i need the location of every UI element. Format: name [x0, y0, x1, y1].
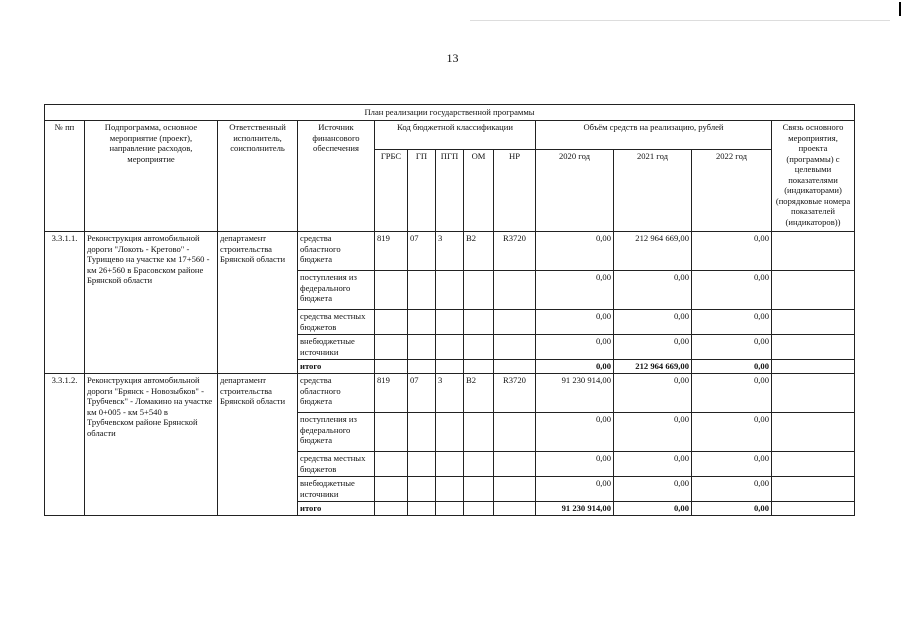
code-om-empty — [464, 360, 494, 374]
header-2021: 2021 год — [614, 150, 692, 232]
header-amount: Объём средств на реализацию, рублей — [536, 121, 772, 150]
header-subprogram: Подпрограмма, основное мероприятие (проект), направление расходов, мероприятие — [85, 121, 218, 232]
code-pgp-empty — [436, 477, 464, 502]
amount-2021: 0,00 — [614, 502, 692, 516]
header-executor: Ответственный исполнитель, соисполнитель — [218, 121, 298, 232]
indicator-link — [772, 310, 855, 335]
code-gp-empty — [408, 502, 436, 516]
amount-2021: 212 964 669,00 — [614, 360, 692, 374]
funding-source: итого — [298, 502, 375, 516]
code-gp-empty — [408, 271, 436, 310]
table-row — [45, 232, 855, 271]
code-pgp-empty — [436, 271, 464, 310]
table-title: План реализации государственной программы — [45, 105, 855, 121]
code-grbs: 819 — [375, 232, 408, 271]
code-pgp-empty — [436, 335, 464, 360]
funding-source: средства областного бюджета — [298, 374, 375, 413]
funding-source: итого — [298, 360, 375, 374]
code-gp-empty — [408, 452, 436, 477]
item-name: Реконструкция автомобильной дороги "Брянск - Новозыбков" - Трубчевск" - Ломакино на участке км 0+005 - км 5+540 в Трубчевском районе Брянской области — [85, 374, 218, 516]
code-gp: 07 — [408, 374, 436, 413]
header-gp: ГП — [408, 150, 436, 232]
amount-2021: 0,00 — [614, 310, 692, 335]
header-budget-code: Код бюджетной классификации — [375, 121, 536, 150]
amount-2021: 0,00 — [614, 477, 692, 502]
header-2022: 2022 год — [692, 150, 772, 232]
indicator-link — [772, 452, 855, 477]
code-om-empty — [464, 310, 494, 335]
header-source: Источник финансового обеспечения — [298, 121, 375, 232]
code-np: R3720 — [494, 232, 536, 271]
code-grbs-empty — [375, 310, 408, 335]
code-np-empty — [494, 477, 536, 502]
amount-2020: 0,00 — [536, 360, 614, 374]
amount-2022: 0,00 — [692, 271, 772, 310]
program-plan-table-wrapper — [44, 104, 854, 516]
code-pgp-empty — [436, 360, 464, 374]
indicator-link — [772, 502, 855, 516]
code-np-empty — [494, 335, 536, 360]
amount-2020: 0,00 — [536, 452, 614, 477]
header-link: Связь основного мероприятия, проекта (программы) с целевыми показателями (индикаторами) (порядковые номера показателей (индикаторов)) — [772, 121, 855, 232]
indicator-link — [772, 374, 855, 413]
header-num: № пп — [45, 121, 85, 232]
amount-2020: 0,00 — [536, 310, 614, 335]
funding-source: поступления из федерального бюджета — [298, 413, 375, 452]
code-np-empty — [494, 502, 536, 516]
amount-2020: 0,00 — [536, 335, 614, 360]
item-executor: департамент строительства Брянской области — [218, 374, 298, 516]
item-name: Реконструкция автомобильной дороги "Локоть - Кретово" - Турищево на участке км 17+560 - км 26+560 в Брасовском районе Брянской области — [85, 232, 218, 374]
code-pgp-empty — [436, 310, 464, 335]
indicator-link — [772, 477, 855, 502]
code-pgp: 3 — [436, 232, 464, 271]
code-gp-empty — [408, 413, 436, 452]
program-plan-table — [44, 104, 855, 516]
code-om-empty — [464, 452, 494, 477]
code-grbs-empty — [375, 477, 408, 502]
code-pgp-empty — [436, 452, 464, 477]
code-np-empty — [494, 271, 536, 310]
amount-2021: 212 964 669,00 — [614, 232, 692, 271]
code-om-empty — [464, 477, 494, 502]
code-pgp-empty — [436, 413, 464, 452]
amount-2022: 0,00 — [692, 310, 772, 335]
code-np-empty — [494, 310, 536, 335]
code-om: В2 — [464, 374, 494, 413]
code-grbs-empty — [375, 360, 408, 374]
indicator-link — [772, 232, 855, 271]
scan-edge-mark — [899, 2, 901, 16]
code-np-empty — [494, 360, 536, 374]
funding-source: средства областного бюджета — [298, 232, 375, 271]
code-pgp-empty — [436, 502, 464, 516]
amount-2022: 0,00 — [692, 413, 772, 452]
code-grbs-empty — [375, 502, 408, 516]
amount-2020: 91 230 914,00 — [536, 502, 614, 516]
code-gp-empty — [408, 360, 436, 374]
scan-noise-line — [470, 20, 890, 21]
indicator-link — [772, 360, 855, 374]
code-grbs-empty — [375, 452, 408, 477]
code-grbs: 819 — [375, 374, 408, 413]
amount-2021: 0,00 — [614, 452, 692, 477]
amount-2021: 0,00 — [614, 335, 692, 360]
table-row — [45, 374, 855, 413]
indicator-link — [772, 413, 855, 452]
amount-2022: 0,00 — [692, 477, 772, 502]
code-gp-empty — [408, 310, 436, 335]
funding-source: внебюджетные источники — [298, 477, 375, 502]
amount-2021: 0,00 — [614, 413, 692, 452]
indicator-link — [772, 335, 855, 360]
amount-2022: 0,00 — [692, 335, 772, 360]
code-om-empty — [464, 502, 494, 516]
header-grbs: ГРБС — [375, 150, 408, 232]
code-grbs-empty — [375, 413, 408, 452]
code-grbs-empty — [375, 271, 408, 310]
header-row-1 — [45, 121, 855, 150]
code-om-empty — [464, 413, 494, 452]
amount-2020: 0,00 — [536, 413, 614, 452]
funding-source: внебюджетные источники — [298, 335, 375, 360]
header-om: ОМ — [464, 150, 494, 232]
amount-2020: 0,00 — [536, 477, 614, 502]
code-om: В2 — [464, 232, 494, 271]
indicator-link — [772, 271, 855, 310]
amount-2020: 91 230 914,00 — [536, 374, 614, 413]
page-number: 13 — [446, 51, 459, 65]
amount-2021: 0,00 — [614, 271, 692, 310]
amount-2020: 0,00 — [536, 271, 614, 310]
code-gp-empty — [408, 477, 436, 502]
code-om-empty — [464, 271, 494, 310]
amount-2022: 0,00 — [692, 360, 772, 374]
amount-2022: 0,00 — [692, 232, 772, 271]
header-np: НР — [494, 150, 536, 232]
code-gp-empty — [408, 335, 436, 360]
code-pgp: 3 — [436, 374, 464, 413]
item-number: 3.3.1.2. — [45, 374, 85, 516]
code-gp: 07 — [408, 232, 436, 271]
code-np-empty — [494, 452, 536, 477]
code-grbs-empty — [375, 335, 408, 360]
item-number: 3.3.1.1. — [45, 232, 85, 374]
code-np: R3720 — [494, 374, 536, 413]
amount-2020: 0,00 — [536, 232, 614, 271]
header-2020: 2020 год — [536, 150, 614, 232]
amount-2022: 0,00 — [692, 502, 772, 516]
table-title-row — [45, 105, 855, 121]
funding-source: средства местных бюджетов — [298, 452, 375, 477]
code-om-empty — [464, 335, 494, 360]
funding-source: поступления из федерального бюджета — [298, 271, 375, 310]
header-pgp: ПГП — [436, 150, 464, 232]
item-executor: департамент строительства Брянской области — [218, 232, 298, 374]
amount-2022: 0,00 — [692, 374, 772, 413]
funding-source: средства местных бюджетов — [298, 310, 375, 335]
amount-2021: 0,00 — [614, 374, 692, 413]
amount-2022: 0,00 — [692, 452, 772, 477]
code-np-empty — [494, 413, 536, 452]
